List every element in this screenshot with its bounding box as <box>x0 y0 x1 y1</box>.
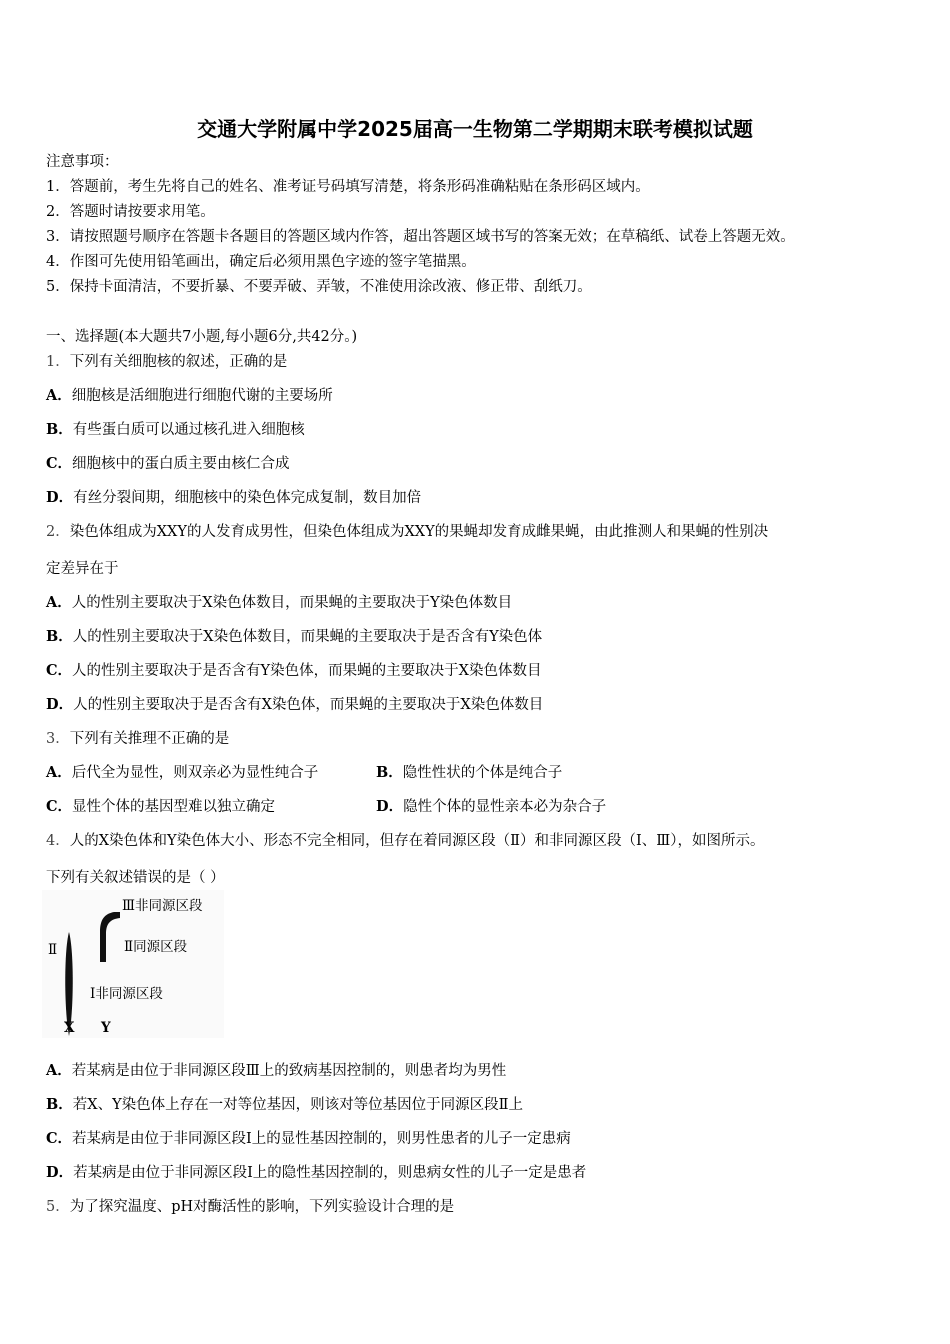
option-d[interactable] <box>376 797 606 817</box>
question-stem: 人的X染色体和Y染色体大小、形态不完全相同，但存在着同源区段（Ⅱ）和非同源区段（Ⅰ、Ⅲ），如图所示。 <box>69 833 765 849</box>
option-a[interactable] <box>46 763 318 783</box>
page-title: 交通大学附属中学2025届高一生物第二学期期末联考模拟试题 <box>197 117 753 141</box>
option-label: D． <box>46 696 74 713</box>
option-label: D． <box>46 489 74 506</box>
option-text: 若某病是由位于非同源区段Ⅰ上的显性基因控制的，则男性患者的儿子一定患病 <box>72 1131 571 1147</box>
notice-item: 1．答题前，考生先将自己的姓名、准考证号码填写清楚，将条形码准确粘贴在条形码区域内。 <box>46 179 650 195</box>
option-label: C． <box>46 662 73 679</box>
option-text: 细胞核中的蛋白质主要由核仁合成 <box>72 456 290 472</box>
question-number: 5． <box>46 1199 70 1215</box>
question-stem-continued: 下列有关叙述错误的是（ ） <box>46 870 225 886</box>
option-text: 若X、Y染色体上存在一对等位基因，则该对等位基因位于同源区段Ⅱ上 <box>72 1097 524 1113</box>
label-iii-nonhomologous: Ⅲ非同源区段 <box>122 898 203 914</box>
label-x: X <box>64 1020 75 1036</box>
question-stem-continued: 定差异在于 <box>46 561 119 577</box>
option-label: D． <box>376 798 404 815</box>
label-ii-homologous: Ⅱ同源区段 <box>124 939 188 955</box>
question-number: 3． <box>46 731 70 747</box>
option-label: C． <box>46 798 73 815</box>
question-5 <box>46 1197 454 1217</box>
option-label: C． <box>46 1130 73 1147</box>
option-d[interactable] <box>46 488 421 508</box>
option-label: A． <box>46 387 72 404</box>
option-label: B． <box>376 764 403 781</box>
option-c[interactable] <box>46 454 290 474</box>
option-text: 人的性别主要取决于是否含有Y染色体，而果蝇的主要取决于X染色体数目 <box>72 663 542 679</box>
option-label: A． <box>46 594 72 611</box>
option-text: 人的性别主要取决于X染色体数目，而果蝇的主要取决于是否含有Y染色体 <box>72 629 543 645</box>
option-text: 有些蛋白质可以通过核孔进入细胞核 <box>72 422 305 438</box>
notice-item: 2．答题时请按要求用笔。 <box>46 204 215 220</box>
option-d[interactable] <box>46 695 543 715</box>
question-stem: 下列有关细胞核的叙述，正确的是 <box>69 354 288 370</box>
option-d[interactable] <box>46 1163 586 1183</box>
option-text: 人的性别主要取决于X染色体数目，而果蝇的主要取决于Y染色体数目 <box>71 595 513 611</box>
question-4 <box>46 831 764 851</box>
notice-item: 5．保持卡面清洁，不要折暴、不要弄破、弄皱，不准使用涂改液、修正带、刮纸刀。 <box>46 279 592 295</box>
option-text: 隐性个体的显性亲本必为杂合子 <box>403 799 607 815</box>
label-y: Y <box>101 1020 111 1036</box>
option-c[interactable] <box>46 1129 571 1149</box>
notice-item: 4．作图可先使用铅笔画出，确定后必须用黑色字迹的签字笔描黑。 <box>46 254 476 270</box>
option-b[interactable] <box>376 763 562 783</box>
option-b[interactable] <box>46 420 305 440</box>
chromosome-figure <box>42 890 224 1038</box>
question-number: 1． <box>46 354 70 370</box>
option-b[interactable] <box>46 1095 523 1115</box>
label-i-nonhomologous: Ⅰ非同源区段 <box>90 986 163 1002</box>
option-label: B． <box>46 628 73 645</box>
option-b[interactable] <box>46 627 542 647</box>
notice-heading: 注意事项： <box>46 154 119 170</box>
option-label: A． <box>46 1062 72 1079</box>
option-label: B． <box>46 421 73 438</box>
question-number: 2． <box>46 524 70 540</box>
option-text: 人的性别主要取决于是否含有X染色体，而果蝇的主要取决于X染色体数目 <box>73 697 544 713</box>
option-text: 若某病是由位于非同源区段Ⅲ上的致病基因控制的，则患者均为男性 <box>71 1063 507 1079</box>
option-label: C． <box>46 455 73 472</box>
option-a[interactable] <box>46 386 333 406</box>
question-number: 4． <box>46 833 70 849</box>
question-2 <box>46 522 768 542</box>
option-text: 显性个体的基因型难以独立确定 <box>72 799 276 815</box>
option-c[interactable] <box>46 661 541 681</box>
question-stem: 下列有关推理不正确的是 <box>69 731 230 747</box>
question-stem: 为了探究温度、pH对酶活性的影响，下列实验设计合理的是 <box>69 1199 455 1215</box>
question-3 <box>46 729 229 749</box>
option-label: B． <box>46 1096 73 1113</box>
label-ii-left: Ⅱ <box>48 942 58 958</box>
option-label: A． <box>46 764 72 781</box>
option-text: 隐性性状的个体是纯合子 <box>402 765 563 781</box>
option-label: D． <box>46 1164 74 1181</box>
question-stem: 染色体组成为XXY的人发育成男性，但染色体组成为XXY的果蝇却发育成雌果蝇，由此推测人和果蝇的性别决 <box>69 524 769 540</box>
section-heading: 一、选择题(本大题共7小题,每小题6分,共42分。) <box>46 329 358 345</box>
option-a[interactable] <box>46 593 512 613</box>
option-c[interactable] <box>46 797 275 817</box>
option-text: 后代全为显性，则双亲必为显性纯合子 <box>71 765 319 781</box>
option-text: 有丝分裂间期，细胞核中的染色体完成复制，数目加倍 <box>73 490 422 506</box>
option-a[interactable] <box>46 1061 506 1081</box>
question-1 <box>46 352 287 372</box>
option-text: 若某病是由位于非同源区段Ⅰ上的隐性基因控制的，则患病女性的儿子一定是患者 <box>73 1165 587 1181</box>
notice-item: 3．请按照题号顺序在答题卡各题目的答题区域内作答，超出答题区域书写的答案无效；在草稿纸、试卷上答题无效。 <box>46 229 795 245</box>
option-text: 细胞核是活细胞进行细胞代谢的主要场所 <box>71 388 333 404</box>
